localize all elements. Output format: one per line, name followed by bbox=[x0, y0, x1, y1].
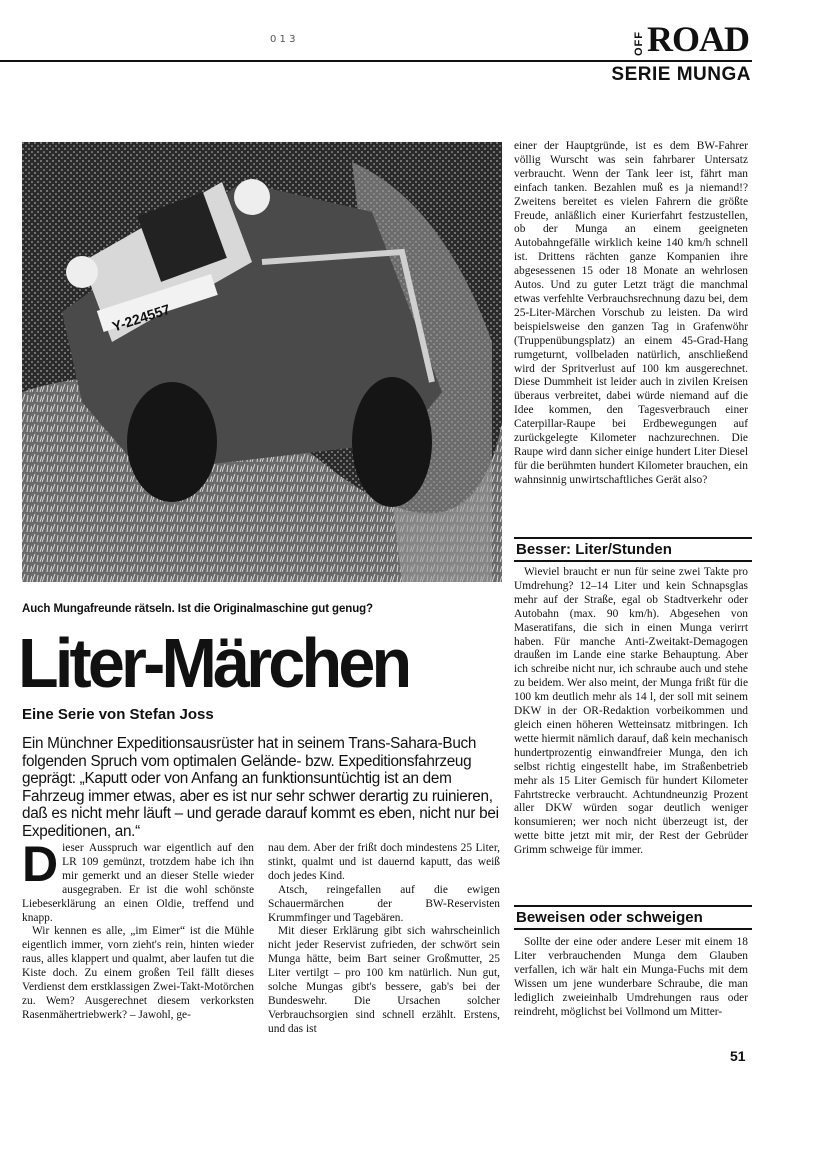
scan-mark: 0 1 3 bbox=[270, 34, 296, 45]
paragraph: Atsch, reingefallen auf die ewigen Schauermärchen der BW-Reservisten Krummfinger und Tagebären. bbox=[268, 883, 500, 924]
series-title: SERIE MUNGA bbox=[611, 64, 751, 85]
body-column-1 bbox=[22, 836, 254, 1023]
paragraph: nau dem. Aber der frißt doch mindestens 25 Liter, stinkt, qualmt und ist dauernd kaputt, das weiß doch jedes Kind. bbox=[268, 842, 500, 882]
article-byline: Eine Serie von Stefan Joss bbox=[22, 706, 214, 723]
drop-cap: D bbox=[22, 836, 59, 892]
paragraph: Mit dieser Erklärung gibt sich wahrscheinlich nicht jeder Reservist zufrieden, der schwört sein Munga hätte, beim Bart seiner Großmutter, 25 Liter vertilgt – pro 100 km natürlich. Nun gut, solche Mungas gibt's bessere, gab's bei der Bundeswehr. Die Ursachen solcher Verbrauchsorgien sind schnell erzählt. Erstens, und das ist bbox=[268, 925, 500, 1035]
body-column-3 bbox=[514, 140, 748, 488]
page-number: 51 bbox=[730, 1048, 746, 1064]
paragraph: Sollte der eine oder andere Leser mit einem 18 Liter verbrauchenden Munga dem Glauben verfallen, ich wär halt ein Munga-Fuchs mit dem Wissen um jene wunderbare Schraube, die man lediglich zweieinhalb Umdrehungen raus oder reindreht, möglichst bei Vollmond um Mitter- bbox=[514, 936, 748, 1018]
header-rule bbox=[0, 60, 752, 62]
body-column-3-part-2 bbox=[514, 566, 748, 858]
article-photo bbox=[22, 142, 502, 582]
article-headline: Liter-Märchen bbox=[18, 624, 409, 702]
paragraph: ieser Ausspruch war eigentlich auf den LR 109 gemünzt, trotzdem habe ich ihn mir gemerkt und an dieser Stelle wieder ausgegraben. Er ist die wohl schönste Liebeserklärung an einen Oldie, treffend und knapp. bbox=[22, 842, 254, 924]
magazine-logo bbox=[633, 19, 749, 59]
article-intro: Ein Münchner Expeditionsausrüster hat in seinem Trans-Sahara-Buch folgenden Spruch vom optimalen Gelände- bzw. Expeditionsfahrzeug geprägt: „Kaputt oder von Anfang an funktionsuntüchtig ist an dem Fahrzeug immer etwas, aber es ist nur sehr schwer derartig zu ruinieren, daß es nicht mehr läuft – und gerade darauf kommt es eben, nicht nur bei Expeditionen, an.“ bbox=[22, 735, 499, 840]
logo-off-text: OFF bbox=[633, 31, 645, 56]
paragraph: einer der Hauptgründe, ist es dem BW-Fahrer völlig Wurscht was sein fahrbarer Untersatz verbraucht. Wenn der Tank leer ist, fährt man einfach tanken. Bezahlen muß es ja niemand!? Zweitens bereitet es vielen Fahrern die größte Freude, anläßlich einer Kurierfahrt festzustellen, ob der Munga an einem geeigneten Autobahngefälle wirklich keine 140 km/h schnell ist. Drittens rächten ganze Kompanien ihre abgesessenen 15 oder 18 Monate an wehrlosen Autos. Und zu guter Letzt trägt die manchmal etwas verfehlte Verbrauchsrechnung dazu bei, dem 25-Liter-Märchen Vorschub zu leisten. Da wird beispielsweise den ganzen Tag in Grafenwöhr (Truppenübungsplatz) an einem 45-Grad-Hang rumgeturnt, vollbeladen natürlich, anschließend wird der Spritverlust auf 100 km ausgerechnet. Diese Dummheit ist leider auch in zivilen Kreisen überaus verbreitet, dabei würde niemand auf die Idee kommen, den Tagesverbrauch einer Caterpillar-Raupe bei Erdbewegungen auf zurückgelegte Kilometer nachzurechnen. Die Raupe wird dann sicher einige hundert Liter Diesel für die berühmten hundert Kilometer brauchen, ein wahnsinnig unwirtschaftliches Gerät also? bbox=[514, 140, 748, 486]
paragraph: Wieviel braucht er nun für seine zwei Takte pro Umdrehung? 12–14 Liter und kein Schnapsglas mehr auf der Straße, egal ob Stadtverkehr oder Autobahn (max. 90 km/h). Abgesehen von Maseratifans, die sich in einen Munga verirrt haben. Für manche Anti-Zweitakt-Demagogen draußen im Lande eine starke Behauptung. Aber ich schreibe nicht nur, ich schraube auch und stehe zu beidem. Wer also meint, der Munga frißt für die 100 km deutlich mehr als 14 l, der soll mit seinem DKW in der OR-Redaktion vorbeikommen und gleich einen höheren Wetteinsatz mitbringen. Ich wette hiermit nämlich darauf, daß kein mechanisch hundertprozentig einwandfreier Munga, den ich selbst richtig eingestellt habe, im Straßenbetrieb mehr als 15 Liter Gemisch für hundert Kilometer Fahrtstrecke verbraucht. Achtundneunzig Prozent aller DKW würden sogar deutlich weniger konsumieren; wer noch nicht überzeugt ist, der wette bitte jetzt mit mir, der Rest der Gebrüder Grimm schweige für immer. bbox=[514, 566, 748, 857]
body-column-3-part-3 bbox=[514, 936, 748, 1019]
subheading-beweisen: Beweisen oder schweigen bbox=[514, 905, 752, 930]
munga-vehicle-illustration bbox=[22, 142, 502, 582]
photo-caption: Auch Mungafreunde rätseln. Ist die Originalmaschine gut genug? bbox=[22, 603, 373, 615]
subheading-besser: Besser: Liter/Stunden bbox=[514, 537, 752, 562]
logo-road-text: ROAD bbox=[647, 19, 749, 59]
paragraph: Wir kennen es alle, „im Eimer“ ist die Mühle eigentlich immer, vorn zieht's rein, hinten wieder raus, alles klappert und qualmt, aber laufen tut die Kiste doch. Zu einem großen Teil fällt dieses Verdienst dem erstklassigen Zwei-Takt-Motörchen zu. Wem? Ausgerechnet diesem verkorksten Rasenmähertriebwerk? – Jawohl, ge- bbox=[22, 925, 254, 1021]
license-plate: Y-224557 bbox=[110, 300, 173, 335]
body-column-2 bbox=[268, 842, 500, 1037]
